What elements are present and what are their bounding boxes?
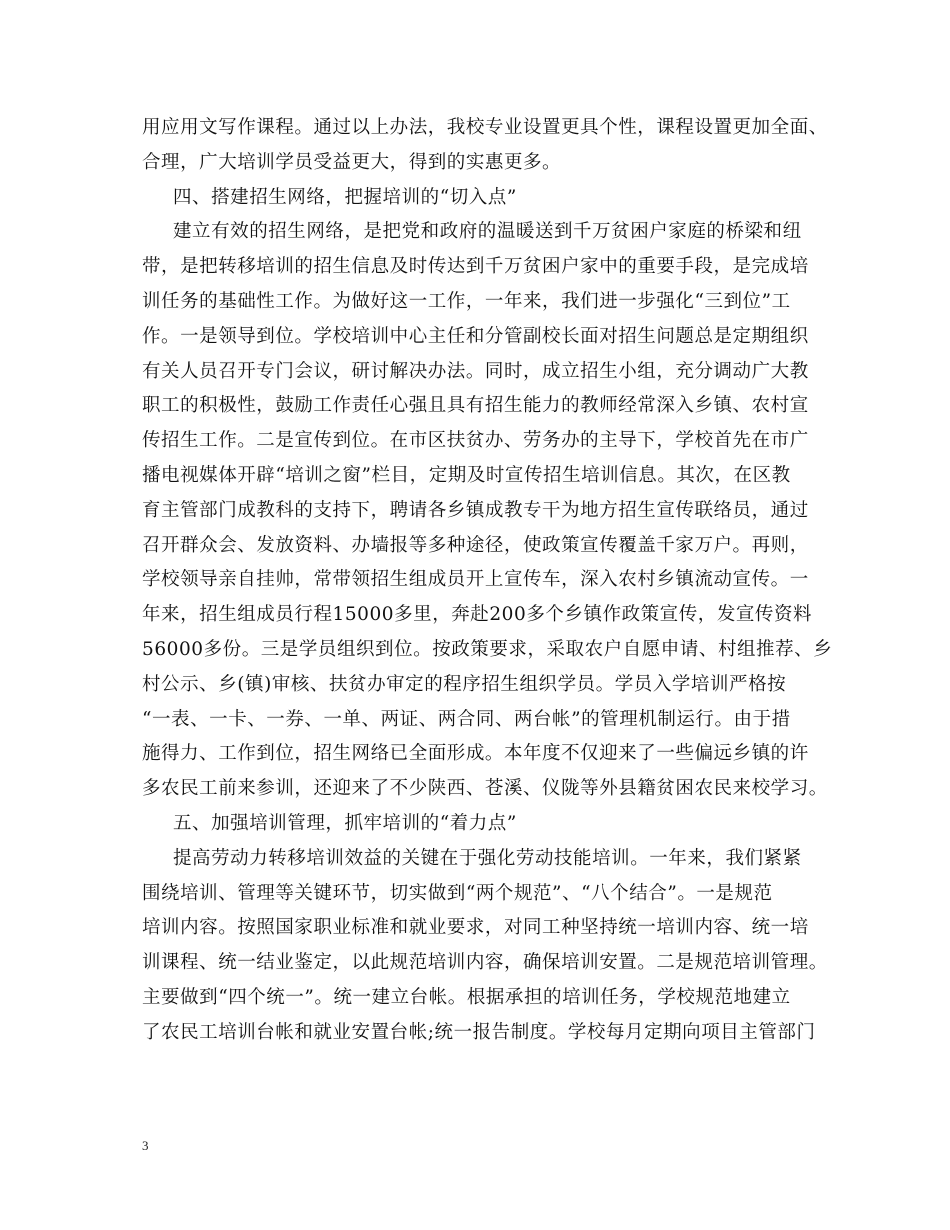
text-line: 训任务的基础性工作。为做好这一工作，一年来，我们进一步强化“三到位”工 <box>142 290 791 312</box>
text-line: 合理，广大培训学员受益更大，得到的实惠更多。 <box>142 151 562 173</box>
text-line: 村公示、乡(镇)审核、扶贫办审定的程序招生组织学员。学员入学培训严格按 <box>142 673 787 695</box>
text-line: 提高劳动力转移培训效益的关键在于强化劳动技能培训。一年来，我们紧紧 <box>173 847 802 869</box>
text-line: 年来，招生组成员行程15000多里，奔赴200多个乡镇作政策宣传，发宣传资料 <box>142 604 813 626</box>
text-line: 职工的积极性，鼓励工作责任心强且具有招生能力的教师经常深入乡镇、农村宣 <box>142 395 809 417</box>
text-line: “一表、一卡、一券、一单、两证、两合同、两台帐”的管理机制运行。由于措 <box>142 708 791 730</box>
text-line: 56000多份。三是学员组织到位。按政策要求，采取农户自愿申请、村组推荐、乡 <box>142 638 833 660</box>
text-line: 播电视媒体开辟“培训之窗”栏目，定期及时宣传招生培训信息。其次，在区教 <box>142 464 791 486</box>
text-line: 召开群众会、发放资料、办墙报等多种途径，使政策宣传覆盖千家万户。再则， <box>142 534 809 556</box>
text-line: 学校领导亲自挂帅，常带领招生组成员开上宣传车，深入农村乡镇流动宣传。一 <box>142 569 809 591</box>
text-line: 用应用文写作课程。通过以上办法，我校专业设置更具个性，课程设置更加全面、 <box>142 117 828 138</box>
text-line: 围绕培训、管理等关键环节，切实做到“两个规范”、“八个结合”。一是规范 <box>142 882 773 904</box>
text-line: 传招生工作。二是宣传到位。在市区扶贫办、劳务办的主导下，学校首先在市广 <box>142 430 809 452</box>
text-line: 训课程、统一结业鉴定，以此规范培训内容，确保培训安置。二是规范培训管理。 <box>142 952 828 974</box>
text-line: 培训内容。按照国家职业标准和就业要求，对同工种坚持统一培训内容、统一培 <box>142 917 809 939</box>
text-line: 带，是把转移培训的招生信息及时传达到千万贫困户家中的重要手段，是完成培 <box>142 256 809 278</box>
text-line: 了农民工培训台帐和就业安置台帐;统一报告制度。学校每月定期向项目主管部门 <box>142 1021 816 1043</box>
text-line: 有关人员召开专门会议，研讨解决办法。同时，成立招生小组，充分调动广大教 <box>142 360 809 382</box>
section-heading-five: 五、加强培训管理，抓牢培训的“着力点” <box>173 812 517 834</box>
text-line: 建立有效的招生网络，是把党和政府的温暖送到千万贫困户家庭的桥梁和纽 <box>173 221 802 243</box>
text-line: 多农民工前来参训，还迎来了不少陕西、苍溪、仪陇等外县籍贫困农民来校学习。 <box>142 778 828 800</box>
section-heading-four: 四、搭建招生网络，把握培训的“切入点” <box>173 186 517 208</box>
page-number: 3 <box>142 1138 149 1153</box>
text-line: 作。一是领导到位。学校培训中心主任和分管副校长面对招生问题总是定期组织 <box>142 325 809 347</box>
text-line: 施得力、工作到位，招生网络已全面形成。本年度不仅迎来了一些偏远乡镇的许 <box>142 743 809 765</box>
body-text <box>142 111 833 1051</box>
text-line: 主要做到“四个统一”。统一建立台帐。根据承担的培训任务，学校规范地建立 <box>142 986 791 1008</box>
text-line: 育主管部门成教科的支持下，聘请各乡镇成教专干为地方招生宣传联络员，通过 <box>142 499 809 521</box>
